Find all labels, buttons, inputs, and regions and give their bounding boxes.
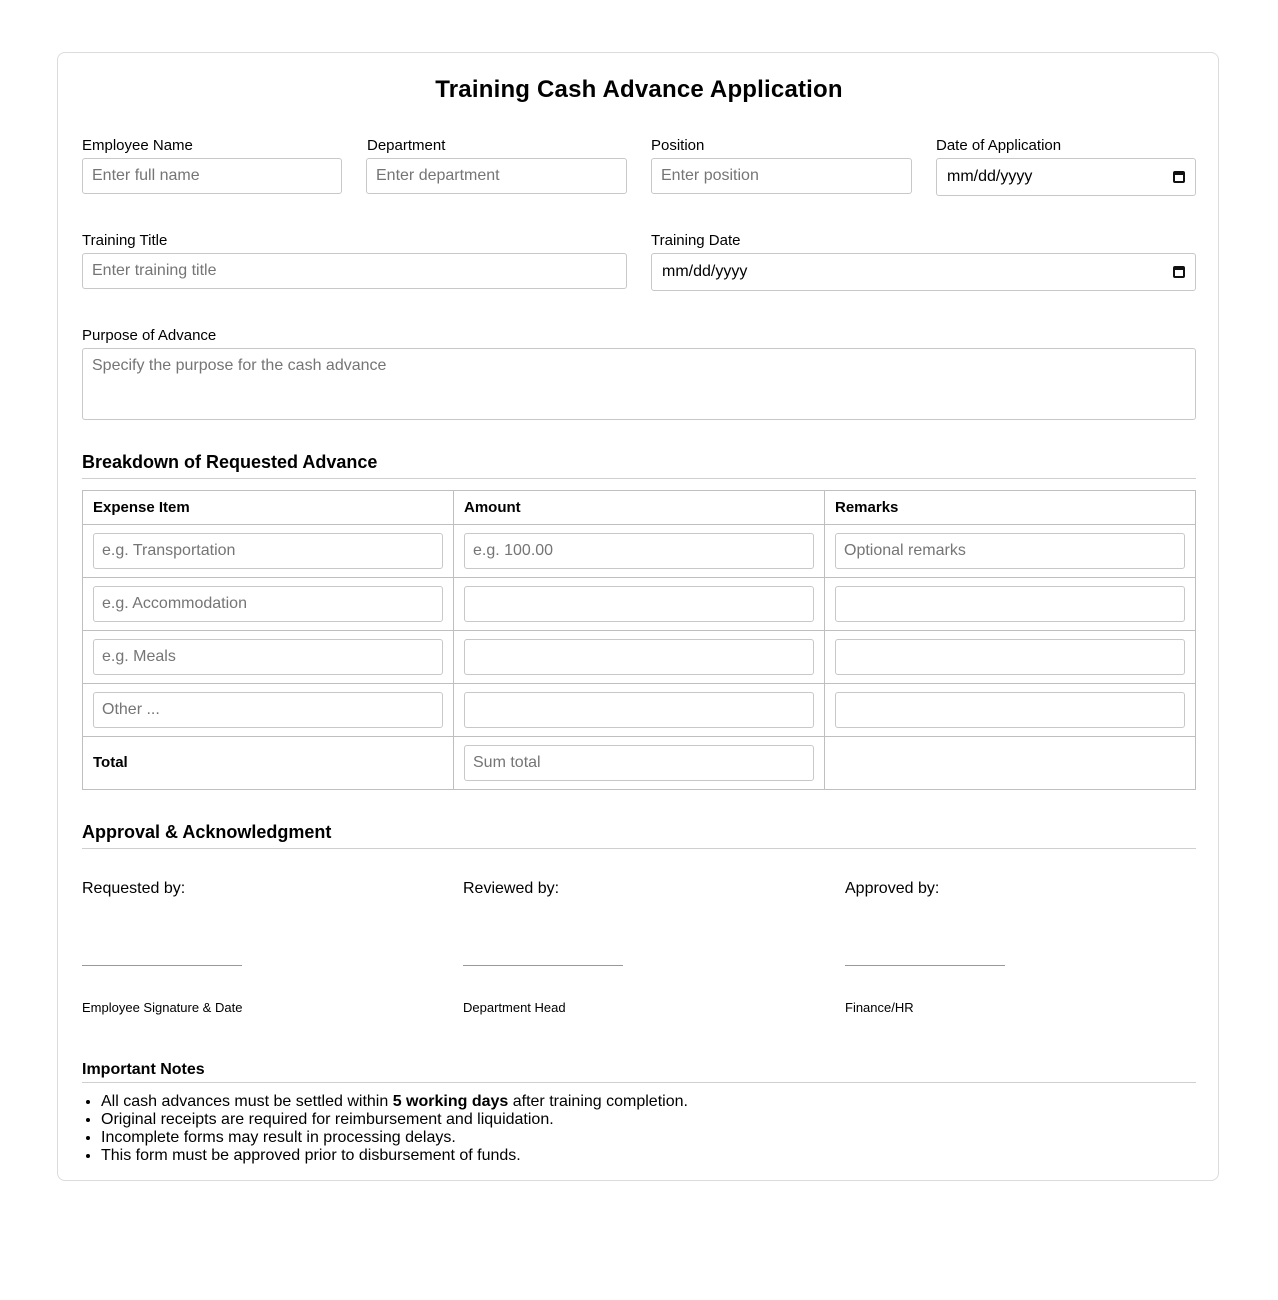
training-date-label: Training Date: [651, 232, 741, 249]
training-title-label: Training Title: [82, 232, 168, 249]
signature-heading: Reviewed by:: [463, 880, 560, 897]
training-title-input[interactable]: [82, 253, 627, 289]
total-label: Total: [93, 754, 128, 771]
expense-item-input[interactable]: [93, 639, 443, 675]
signature-caption: Department Head: [463, 1000, 566, 1015]
date-of-application-label: Date of Application: [936, 137, 1062, 154]
purpose-textarea[interactable]: [82, 348, 1196, 420]
list-item: • Original receipts are required for reimbursement and liquidation.: [101, 1111, 688, 1129]
table-row: [83, 525, 1196, 578]
list-item: • This form must be approved prior to disbursement of funds.: [101, 1147, 688, 1165]
breakdown-heading: Breakdown of Requested Advance: [82, 452, 1196, 479]
department-input[interactable]: [366, 158, 627, 194]
table-header-row: [83, 491, 1196, 525]
page-title: Training Cash Advance Application: [435, 76, 843, 103]
signature-block-approved: [845, 880, 1175, 1015]
list-item: [101, 1093, 688, 1111]
notes-heading: Important Notes: [82, 1061, 1196, 1083]
employee-name-input[interactable]: [82, 158, 342, 194]
date-of-application-input[interactable]: [936, 158, 1196, 196]
total-row: [83, 737, 1196, 790]
calendar-icon[interactable]: [1173, 266, 1185, 278]
table-row: [83, 684, 1196, 737]
signature-line: [845, 965, 1005, 966]
column-header-remarks: Remarks: [825, 491, 1196, 525]
remarks-input[interactable]: [835, 533, 1185, 569]
approval-heading: Approval & Acknowledgment: [82, 822, 1196, 849]
note-text: All cash advances must be settled within: [101, 1093, 393, 1110]
remarks-input[interactable]: [835, 692, 1185, 728]
expense-item-input[interactable]: [93, 533, 443, 569]
signature-line: [82, 965, 242, 966]
breakdown-table: [82, 490, 1196, 790]
signature-heading: Requested by:: [82, 880, 186, 897]
signature-block-requested: [82, 880, 412, 1015]
amount-input[interactable]: [464, 692, 814, 728]
notes-list: [82, 1093, 688, 1165]
signature-line: [463, 965, 623, 966]
signature-caption: Finance/HR: [845, 1000, 914, 1015]
position-label: Position: [651, 137, 705, 154]
list-item: • Incomplete forms may result in processing delays.: [101, 1129, 688, 1147]
purpose-label: Purpose of Advance: [82, 327, 217, 344]
amount-input[interactable]: [464, 639, 814, 675]
amount-input[interactable]: [464, 586, 814, 622]
total-empty-cell: [825, 737, 1196, 790]
expense-item-input[interactable]: [93, 692, 443, 728]
department-label: Department: [367, 137, 446, 154]
training-date-value: mm/dd/yyyy: [662, 263, 748, 280]
note-text: after training completion.: [508, 1093, 688, 1110]
note-emphasis: 5 working days: [392, 1093, 509, 1110]
table-row: [83, 631, 1196, 684]
employee-name-label: Employee Name: [82, 137, 193, 154]
remarks-input[interactable]: [835, 586, 1185, 622]
total-input[interactable]: [464, 745, 814, 781]
remarks-input[interactable]: [835, 639, 1185, 675]
position-input[interactable]: [651, 158, 912, 194]
signature-block-reviewed: [463, 880, 793, 1015]
expense-item-input[interactable]: [93, 586, 443, 622]
table-row: [83, 578, 1196, 631]
date-of-application-value: mm/dd/yyyy: [947, 168, 1033, 185]
amount-input[interactable]: [464, 533, 814, 569]
training-date-input[interactable]: [651, 253, 1196, 291]
signature-heading: Approved by:: [845, 880, 940, 897]
signature-caption: Employee Signature & Date: [82, 1000, 243, 1015]
calendar-icon[interactable]: [1173, 171, 1185, 183]
column-header-expense-item: Expense Item: [83, 491, 454, 525]
column-header-amount: Amount: [454, 491, 825, 525]
